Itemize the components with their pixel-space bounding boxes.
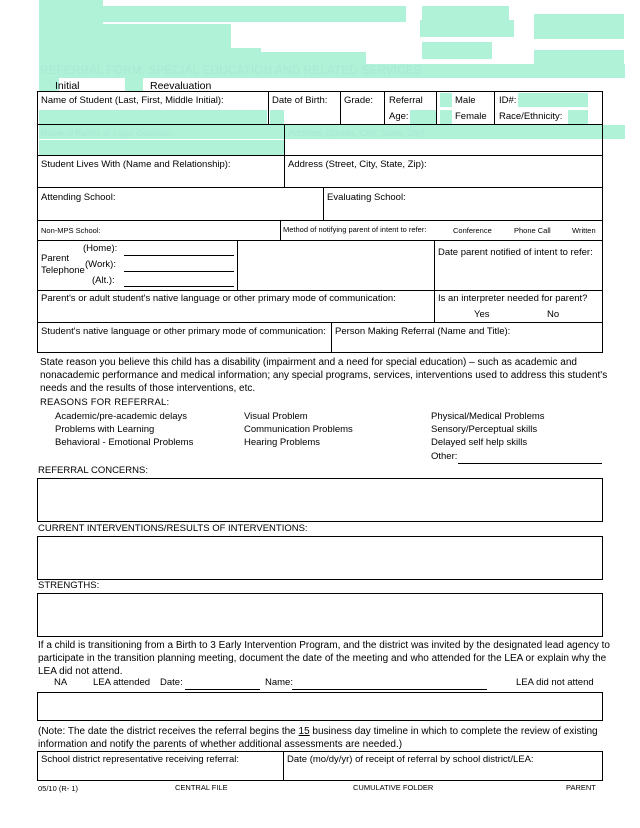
- notify-method-label: Method of notifying parent of intent to refer:: [283, 225, 427, 234]
- reasons-heading: REASONS FOR REFERRAL:: [40, 397, 170, 408]
- student-name-label: Name of Student (Last, First, Middle Initial):: [41, 95, 224, 106]
- reason-other-label: Other:: [431, 451, 458, 462]
- lives-with-label: Student Lives With (Name and Relationship):: [41, 159, 231, 170]
- footer-central-file: CENTRAL FILE: [175, 783, 228, 792]
- non-mps-school-label: Non-MPS School:: [41, 226, 101, 235]
- form-code: 05/10 (R- 1): [38, 784, 79, 793]
- parent-name-label: Name of Parent or Legal Guardian:: [41, 128, 174, 138]
- interventions-heading: CURRENT INTERVENTIONS/RESULTS OF INTERVENTIONS:: [38, 523, 308, 534]
- reason-communication[interactable]: Communication Problems: [244, 424, 353, 435]
- state-reason-text: State reason you believe this child has a disability (impairment and a need for special education) – such as academic and nonacademic performance and medical information; any special programs, services, interventions used to address this student's needs and the results of those interventions, etc.: [40, 357, 608, 394]
- phone-alt-label: (Alt.):: [92, 275, 115, 286]
- referral-age-label-2: Age:: [389, 111, 409, 122]
- transition-explanation-box[interactable]: [37, 692, 603, 721]
- footer-parent: PARENT: [566, 783, 596, 792]
- reason-other-line[interactable]: [458, 463, 602, 464]
- male-checkbox[interactable]: Male: [455, 95, 476, 106]
- transition-date-label: Date:: [160, 677, 183, 688]
- referral-concerns-box[interactable]: [37, 478, 603, 522]
- date-notified-label: Date parent notified of intent to refer:: [438, 247, 593, 258]
- lives-with-address-label: Address (Street, City, State, Zip):: [288, 159, 427, 170]
- grade-label: Grade:: [344, 95, 374, 106]
- conference-option[interactable]: Conference: [453, 226, 492, 235]
- reason-visual[interactable]: Visual Problem: [244, 411, 308, 422]
- date-of-birth-label: Date of Birth:: [272, 95, 328, 106]
- form-title: REFERRAL FORM: SPECIAL EDUCATION AND RELATED SERVICES: [40, 65, 422, 77]
- reason-hearing[interactable]: Hearing Problems: [244, 437, 321, 448]
- person-making-referral-label: Person Making Referral (Name and Title):: [335, 326, 511, 337]
- reason-academic[interactable]: Academic/pre-academic delays: [55, 411, 188, 422]
- evaluating-school-label: Evaluating School:: [327, 192, 406, 203]
- lea-did-not-attend-option[interactable]: LEA did not attend: [516, 677, 594, 688]
- footer-cumulative-folder: CUMULATIVE FOLDER: [353, 783, 434, 792]
- phone-call-option[interactable]: Phone Call: [514, 226, 551, 235]
- receipt-date-label: Date (mo/dy/yr) of receipt of referral by school district/LEA:: [287, 754, 534, 765]
- interpreter-no-option[interactable]: No: [547, 309, 560, 320]
- timeline-days: 15: [298, 726, 310, 737]
- race-ethnicity-label: Race/Ethnicity:: [499, 111, 563, 122]
- id-label: ID#:: [499, 95, 517, 106]
- district-rep-label: School district representative receiving referral:: [41, 754, 240, 765]
- interpreter-yes-option[interactable]: Yes: [474, 309, 490, 320]
- female-checkbox[interactable]: Female: [455, 111, 487, 122]
- strengths-heading: STRENGTHS:: [38, 580, 100, 591]
- parent-native-language-label: Parent's or adult student's native language or other primary mode of communication:: [41, 293, 396, 304]
- parent-label: Parent: [41, 253, 69, 264]
- referral-age-label-1: Referral: [389, 95, 423, 106]
- phone-work-label: (Work):: [85, 259, 116, 270]
- parent-address-label: Address (Street, City, State, Zip):: [288, 128, 427, 139]
- transition-name-label: Name:: [265, 677, 293, 688]
- transition-date-line[interactable]: [185, 689, 260, 690]
- timeline-note: (Note: The date the district receives the referral begins the 15 business day timeline in which to complete the review of existing information and notify the parents of whether additional assessments are needed.): [38, 726, 598, 750]
- phone-home-label: (Home):: [83, 243, 118, 254]
- reason-behavioral[interactable]: Behavioral - Emotional Problems: [55, 437, 194, 448]
- interpreter-needed-label: Is an interpreter needed for parent?: [438, 293, 588, 304]
- reason-sensory[interactable]: Sensory/Perceptual skills: [431, 424, 538, 435]
- transition-name-line[interactable]: [292, 689, 487, 690]
- lea-attended-option[interactable]: LEA attended: [93, 677, 151, 688]
- reevaluation-option[interactable]: Reevaluation: [150, 80, 212, 92]
- referral-concerns-heading: REFERRAL CONCERNS:: [38, 465, 148, 476]
- reason-physical[interactable]: Physical/Medical Problems: [431, 411, 545, 422]
- reason-learning[interactable]: Problems with Learning: [55, 424, 155, 435]
- initial-option[interactable]: Initial: [55, 80, 80, 92]
- attending-school-label: Attending School:: [41, 192, 116, 203]
- interventions-box[interactable]: [37, 536, 603, 580]
- transition-na-option[interactable]: NA: [54, 677, 68, 688]
- phone-alt-line[interactable]: [124, 286, 234, 287]
- transition-text: If a child is transitioning from a Birth to 3 Early Intervention Program, and the district was invited by the designated lead agency to participate in the transition planning meeting, document the date of the meeting and who attended for the LEA or explain why the LEA did not attend.: [38, 640, 610, 677]
- written-option[interactable]: Written: [572, 226, 596, 235]
- reason-self-help[interactable]: Delayed self help skills: [431, 437, 528, 448]
- strengths-box[interactable]: [37, 593, 603, 637]
- phone-work-line[interactable]: [124, 271, 234, 272]
- student-native-language-label: Student's native language or other primary mode of communication:: [41, 326, 326, 337]
- telephone-label: Telephone: [41, 265, 85, 276]
- phone-home-line[interactable]: [124, 255, 234, 256]
